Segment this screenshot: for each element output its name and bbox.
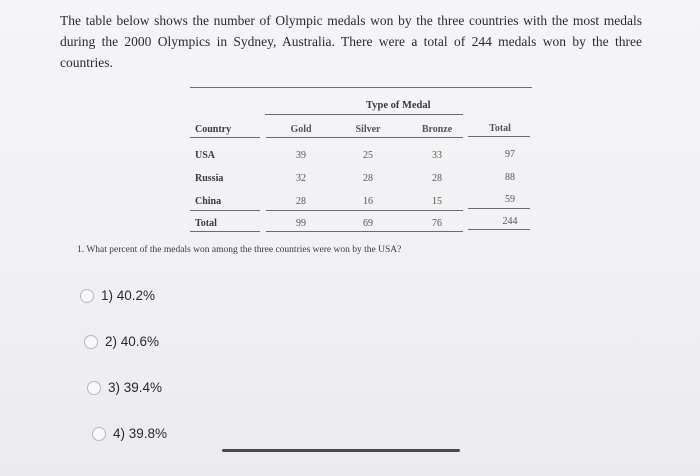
table-row-total-label: Total [195,218,217,229]
answer-option-label: 1) 40.2% [101,288,156,303]
table-row-china-bronze: 15 [432,196,442,207]
bottom-rule-middle [266,231,463,232]
medal-type-header: Type of Medal [366,100,431,111]
header-rule-middle [266,137,463,138]
table-row-total-bronze: 76 [432,218,442,229]
table-row-china-total: 59 [505,194,515,205]
table-row-russia-country: Russia [195,173,224,184]
answer-option-4[interactable] [92,426,167,441]
col-header-gold: Gold [290,124,312,135]
total-rule-left [190,210,260,211]
radio-button[interactable] [87,381,101,395]
total-rule-right [468,208,530,209]
answer-option-label: 4) 39.8% [113,426,168,441]
bottom-divider [222,449,460,452]
table-row-russia-gold: 32 [296,173,306,184]
table-row-china-silver: 16 [363,196,373,207]
table-row-usa-total: 97 [505,149,515,160]
col-header-silver: Silver [355,124,381,135]
col-header-country: Country [195,124,232,135]
table-row-usa-silver: 25 [363,150,373,161]
col-header-bronze: Bronze [421,124,453,135]
radio-button[interactable] [84,335,98,349]
radio-button[interactable] [92,427,106,441]
answer-option-1[interactable] [80,288,155,303]
table-row-total-gold: 99 [296,218,306,229]
question-text: 1. What percent of the medals won among the three countries were won by the USA? [77,245,402,255]
radio-button[interactable] [80,289,94,303]
table-row-usa-bronze: 33 [432,150,442,161]
bottom-rule-left [190,231,260,232]
total-rule-middle [266,210,463,211]
answer-option-label: 3) 39.4% [108,380,163,395]
medal-table [190,87,532,232]
table-row-usa-gold: 39 [296,150,306,161]
table-row-china-country: China [195,196,222,207]
col-header-total: Total [489,123,511,134]
table-row-total-total: 244 [502,216,518,227]
header-rule-right [468,136,530,137]
answer-option-3[interactable] [87,380,162,395]
table-row-total-silver: 69 [363,218,373,229]
table-row-russia-total: 88 [505,172,515,183]
answer-option-2[interactable] [84,334,159,349]
bottom-rule-right [468,229,530,230]
header-rule-left [190,137,260,138]
table-row-usa-country: USA [195,150,216,161]
answer-option-label: 2) 40.6% [105,334,160,349]
medal-type-rule [265,114,463,115]
table-top-rule [190,87,532,88]
table-row-russia-silver: 28 [363,173,373,184]
table-row-russia-bronze: 28 [432,173,442,184]
table-row-china-gold: 28 [296,196,306,207]
intro-paragraph: The table below shows the number of Olympic medals won by the three countries with the most medals during the 2000 Olympics in Sydney, Australia. There were a total of 244 medals won by the three countries. [60,13,642,70]
